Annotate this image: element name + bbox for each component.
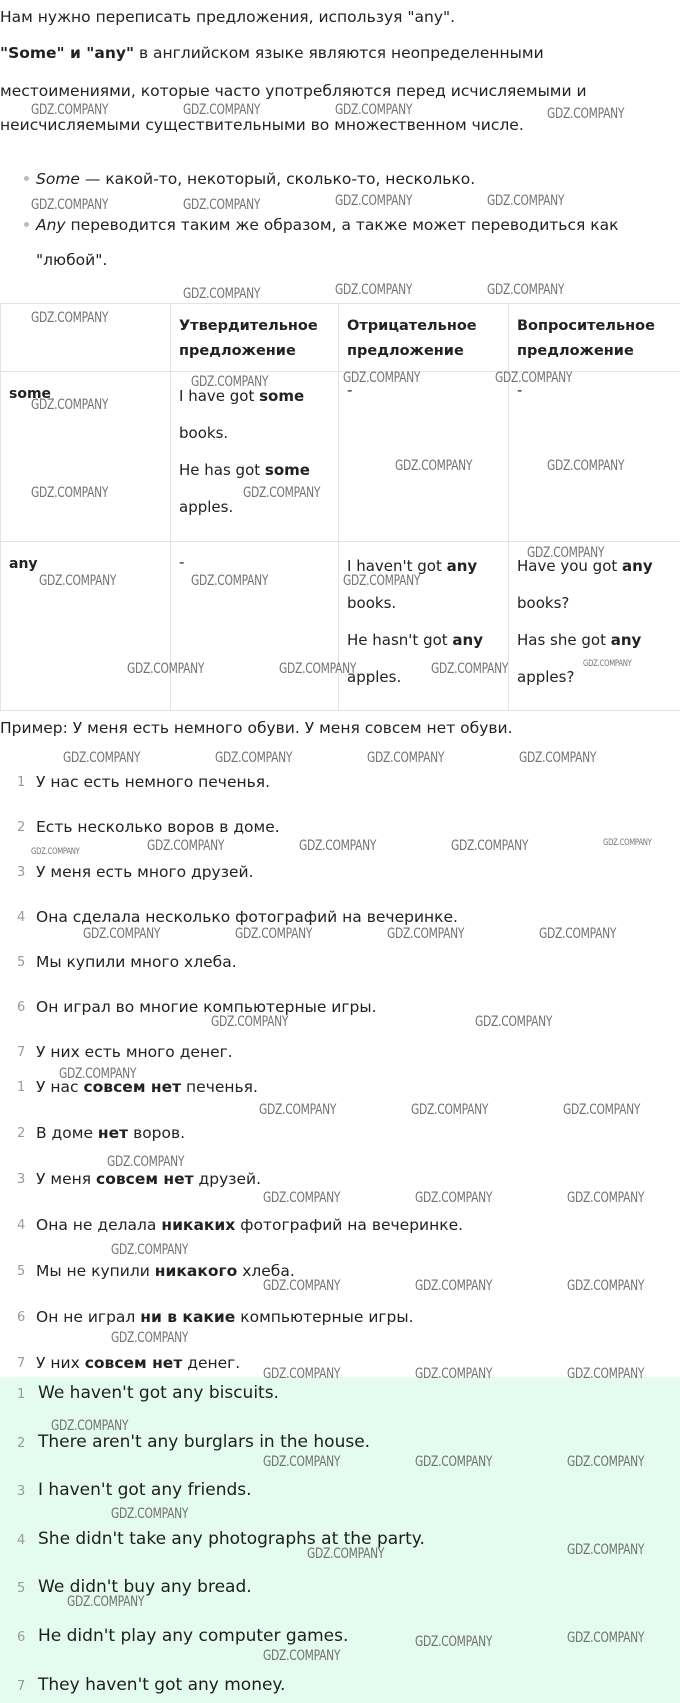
watermark: GDZ.COMPANY [431, 661, 509, 677]
answer-item: I haven't got any friends. [38, 1480, 252, 1500]
row-label-any: any [1, 542, 171, 711]
watermark: GDZ.COMPANY [415, 1634, 493, 1650]
watermark: GDZ.COMPANY [487, 193, 565, 209]
bullet-some-term: Some [36, 170, 80, 188]
list-number: 1 [17, 775, 26, 790]
some-any-table [0, 303, 680, 711]
list-number: 5 [17, 955, 26, 970]
watermark: GDZ.COMPANY [147, 838, 225, 854]
watermark: GDZ.COMPANY [107, 1154, 185, 1170]
list-item: У нас совсем нет печенья. [36, 1078, 258, 1096]
answer-number: 6 [17, 1630, 26, 1645]
watermark: GDZ.COMPANY [335, 282, 413, 298]
watermark: GDZ.COMPANY [451, 838, 529, 854]
answer-item: There aren't any burglars in the house. [38, 1432, 371, 1452]
bullet-any [36, 216, 618, 234]
watermark: GDZ.COMPANY [235, 926, 313, 942]
watermark: GDZ.COMPANY [263, 1648, 341, 1664]
list-number: 5 [17, 1264, 26, 1279]
intro-line-2-rest: в английском языке являются неопределенными [134, 44, 544, 62]
intro-line-1: Нам нужно переписать предложения, используя "any". [0, 8, 456, 26]
answer-item: They haven't got any money. [38, 1675, 286, 1695]
answer-item: He didn't play any computer games. [38, 1626, 349, 1646]
cell-any-question: Have you got any books? Has she got any apples? [509, 542, 680, 711]
bullet-any-term: Any [36, 216, 66, 234]
list-item: Она сделала несколько фотографий на вечеринке. [36, 908, 458, 926]
watermark: GDZ.COMPANY [215, 750, 293, 766]
answer-number: 2 [17, 1436, 26, 1451]
table-header-question: Вопросительное предложение [509, 304, 680, 372]
watermark: GDZ.COMPANY [567, 1630, 645, 1646]
watermark: GDZ.COMPANY [111, 1330, 189, 1346]
table-header-affirmative: Утвердительное предложение [171, 304, 339, 372]
watermark: GDZ.COMPANY [539, 926, 617, 942]
watermark: GDZ.COMPANY [31, 397, 109, 413]
watermark: GDZ.COMPANY [547, 106, 625, 122]
watermark: GDZ.COMPANY [567, 1190, 645, 1206]
list-number: 7 [17, 1045, 26, 1060]
watermark: GDZ.COMPANY [567, 1366, 645, 1382]
watermark: GDZ.COMPANY [63, 750, 141, 766]
list-number: 3 [17, 1172, 26, 1187]
list-item: Он играл во многие компьютерные игры. [36, 998, 377, 1016]
watermark: GDZ.COMPANY [31, 847, 80, 857]
watermark: GDZ.COMPANY [263, 1454, 341, 1470]
list-item: Мы не купили никакого хлеба. [36, 1262, 295, 1280]
watermark: GDZ.COMPANY [343, 573, 421, 589]
watermark: GDZ.COMPANY [415, 1190, 493, 1206]
cell-some-negative: - [339, 372, 509, 542]
list-number: 6 [17, 1310, 26, 1325]
answer-item: We haven't got any biscuits. [38, 1383, 279, 1403]
list-item: У нас есть немного печенья. [36, 773, 271, 791]
row-label-some: some [1, 372, 171, 542]
watermark: GDZ.COMPANY [67, 1594, 145, 1610]
watermark: GDZ.COMPANY [111, 1242, 189, 1258]
watermark: GDZ.COMPANY [39, 573, 117, 589]
watermark: GDZ.COMPANY [487, 282, 565, 298]
watermark: GDZ.COMPANY [243, 485, 321, 501]
list-item: Он не играл ни в какие компьютерные игры. [36, 1308, 414, 1326]
watermark: GDZ.COMPANY [415, 1278, 493, 1294]
watermark: GDZ.COMPANY [183, 286, 261, 302]
watermark: GDZ.COMPANY [279, 661, 357, 677]
answer-item: We didn't buy any bread. [38, 1577, 252, 1597]
list-item: У них совсем нет денег. [36, 1354, 241, 1372]
answer-number: 7 [17, 1679, 26, 1694]
list-item: В доме нет воров. [36, 1124, 186, 1142]
intro-some-any: "Some" и "any" [0, 44, 135, 62]
list-number: 1 [17, 1080, 26, 1095]
watermark: GDZ.COMPANY [343, 370, 421, 386]
list-number: 2 [17, 820, 26, 835]
list-number: 4 [17, 910, 26, 925]
watermark: GDZ.COMPANY [603, 838, 652, 848]
watermark: GDZ.COMPANY [527, 545, 605, 561]
watermark: GDZ.COMPANY [183, 197, 261, 213]
answer-number: 1 [17, 1387, 26, 1402]
watermark: GDZ.COMPANY [299, 838, 377, 854]
watermark: GDZ.COMPANY [567, 1278, 645, 1294]
cell-some-affirmative: I have got some books. He has got some apples. [171, 372, 339, 542]
watermark: GDZ.COMPANY [495, 370, 573, 386]
list-item: У меня совсем нет друзей. [36, 1170, 262, 1188]
list-number: 6 [17, 1000, 26, 1015]
list-number: 3 [17, 865, 26, 880]
answer-number: 3 [17, 1484, 26, 1499]
list-item: У меня есть много друзей. [36, 863, 254, 881]
answer-item: She didn't take any photographs at the party. [38, 1529, 425, 1549]
watermark: GDZ.COMPANY [259, 1102, 337, 1118]
watermark: GDZ.COMPANY [335, 193, 413, 209]
list-item: Мы купили много хлеба. [36, 953, 237, 971]
list-number: 7 [17, 1356, 26, 1371]
bullet-dot-icon [24, 222, 29, 227]
watermark: GDZ.COMPANY [31, 485, 109, 501]
watermark: GDZ.COMPANY [547, 458, 625, 474]
table-header-negative: Отрицательное предложение [339, 304, 509, 372]
watermark: GDZ.COMPANY [83, 926, 161, 942]
watermark: GDZ.COMPANY [411, 1102, 489, 1118]
watermark: GDZ.COMPANY [263, 1190, 341, 1206]
cell-some-question: - [509, 372, 680, 542]
bullet-any-text: переводится таким же образом, а также может переводиться как [65, 216, 619, 234]
watermark: GDZ.COMPANY [307, 1546, 385, 1562]
watermark: GDZ.COMPANY [263, 1366, 341, 1382]
list-item: У них есть много денег. [36, 1043, 233, 1061]
watermark: GDZ.COMPANY [59, 1066, 137, 1082]
watermark: GDZ.COMPANY [31, 197, 109, 213]
watermark: GDZ.COMPANY [395, 458, 473, 474]
bullet-dot-icon [24, 176, 29, 181]
watermark: GDZ.COMPANY [519, 750, 597, 766]
watermark: GDZ.COMPANY [563, 1102, 641, 1118]
watermark: GDZ.COMPANY [127, 661, 205, 677]
watermark: GDZ.COMPANY [583, 659, 632, 669]
example-line: Пример: У меня есть немного обуви. У меня совсем нет обуви. [0, 719, 513, 737]
cell-any-negative: I haven't got any books. He hasn't got any apples. [339, 542, 509, 711]
table-row-any [1, 542, 680, 711]
watermark: GDZ.COMPANY [191, 374, 269, 390]
watermark: GDZ.COMPANY [31, 102, 109, 118]
answer-number: 4 [17, 1533, 26, 1548]
bullet-some-text: — какой-то, некоторый, сколько-то, несколько. [79, 170, 476, 188]
watermark: GDZ.COMPANY [367, 750, 445, 766]
watermark: GDZ.COMPANY [191, 573, 269, 589]
watermark: GDZ.COMPANY [567, 1454, 645, 1470]
answer-number: 5 [17, 1581, 26, 1596]
list-number: 4 [17, 1218, 26, 1233]
watermark: GDZ.COMPANY [415, 1454, 493, 1470]
watermark: GDZ.COMPANY [387, 926, 465, 942]
intro-line-4: неисчисляемыми существительными во множественном числе. [0, 116, 524, 134]
list-number: 2 [17, 1126, 26, 1141]
watermark: GDZ.COMPANY [415, 1366, 493, 1382]
intro-line-2 [0, 44, 544, 62]
list-item: Она не делала никаких фотографий на вечеринке. [36, 1216, 464, 1234]
watermark: GDZ.COMPANY [51, 1418, 129, 1434]
watermark: GDZ.COMPANY [263, 1278, 341, 1294]
watermark: GDZ.COMPANY [567, 1542, 645, 1558]
watermark: GDZ.COMPANY [335, 102, 413, 118]
watermark: GDZ.COMPANY [183, 102, 261, 118]
bullet-any-continuation: "любой". [36, 251, 108, 269]
watermark: GDZ.COMPANY [31, 310, 109, 326]
watermark: GDZ.COMPANY [111, 1506, 189, 1522]
intro-line-3: местоимениями, которые часто употребляются перед исчисляемыми и [0, 82, 587, 100]
list-item: Есть несколько воров в доме. [36, 818, 280, 836]
watermark: GDZ.COMPANY [475, 1014, 553, 1030]
cell-any-affirmative: - [171, 542, 339, 711]
watermark: GDZ.COMPANY [211, 1014, 289, 1030]
bullet-some [36, 170, 475, 188]
